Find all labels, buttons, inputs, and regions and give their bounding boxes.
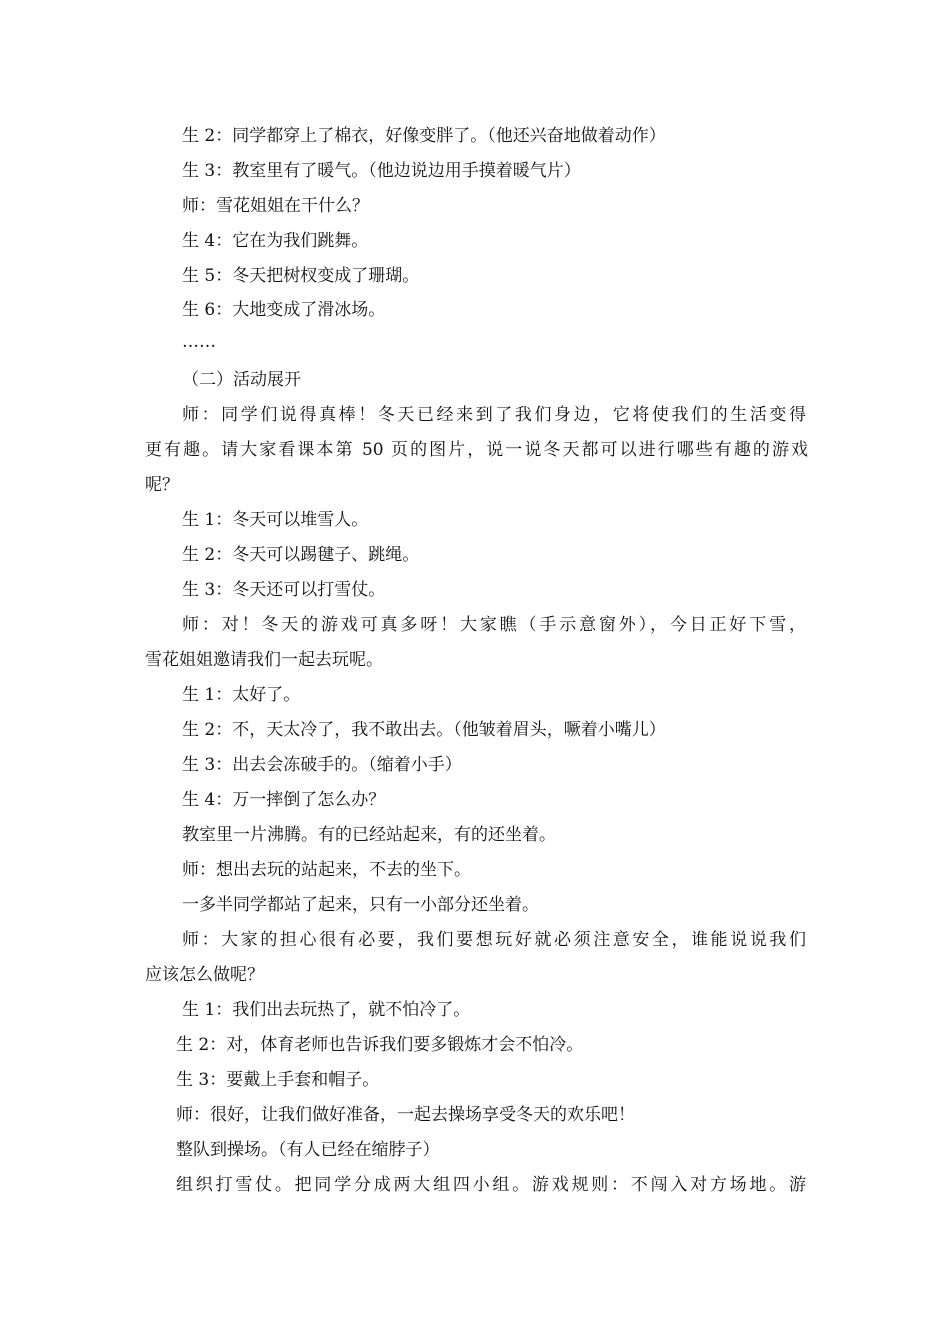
text-line: 教室里一片沸腾。有的已经站起来，有的还坐着。 — [182, 825, 556, 845]
text-line: 生 4：万一摔倒了怎么办？ — [182, 790, 386, 810]
text-line: 生 2：冬天可以踢毽子、跳绳。 — [182, 545, 420, 565]
text-line: 整队到操场。（有人已经在缩脖子） — [176, 1140, 440, 1160]
text-line: 一多半同学都站了起来，只有一小部分还坐着。 — [182, 895, 539, 915]
text-line: 呢？ — [145, 475, 179, 495]
text-line: 师：对！冬天的游戏可真多呀！大家瞧（手示意窗外），今日正好下雪， — [182, 615, 806, 635]
text-line: 生 2：对，体育老师也告诉我们要多锻炼才会不怕冷。 — [176, 1035, 584, 1055]
text-line: 师：想出去玩的站起来，不去的坐下。 — [182, 860, 471, 880]
text-line: 生 3：教室里有了暖气。（他边说边用手摸着暖气片） — [182, 161, 581, 181]
text-line: 生 1：冬天可以堆雪人。 — [182, 510, 369, 530]
text-line: 生 3：要戴上手套和帽子。 — [176, 1070, 380, 1090]
text-line: 组织打雪仗。把同学分成两大组四小组。游戏规则：不闯入对方场地。游 — [176, 1175, 806, 1195]
text-line: 生 5：冬天把树杈变成了珊瑚。 — [182, 266, 420, 286]
text-line: 生 2：不，天太冷了，我不敢出去。（他皱着眉头，噘着小嘴儿） — [182, 720, 666, 740]
text-line: 师：很好，让我们做好准备，一起去操场享受冬天的欢乐吧！ — [176, 1105, 635, 1125]
text-line: 师：同学们说得真棒！冬天已经来到了我们身边，它将使我们的生活变得 — [182, 405, 806, 425]
text-line: 雪花姐姐邀请我们一起去玩呢。 — [145, 650, 383, 670]
text-line: 应该怎么做呢？ — [145, 965, 264, 985]
text-line: 生 1：我们出去玩热了，就不怕冷了。 — [182, 1000, 471, 1020]
text-line: 生 1：太好了。 — [182, 685, 301, 705]
text-line: 生 6：大地变成了滑冰场。 — [182, 300, 386, 320]
text-line: 师：大家的担心很有必要，我们要想玩好就必须注意安全，谁能说说我们 — [182, 930, 806, 950]
text-line: 生 2：同学都穿上了棉衣，好像变胖了。（他还兴奋地做着动作） — [182, 126, 666, 146]
text-line: 更有趣。请大家看课本第 50 页的图片，说一说冬天都可以进行哪些有趣的游戏 — [145, 440, 808, 460]
ellipsis: …… — [182, 332, 216, 352]
text-line: 生 3：出去会冻破手的。（缩着小手） — [182, 755, 462, 775]
text-line: 生 4：它在为我们跳舞。 — [182, 231, 369, 251]
text-line: 生 3：冬天还可以打雪仗。 — [182, 580, 386, 600]
text-line: 师：雪花姐姐在干什么？ — [182, 196, 369, 216]
section-heading: （二）活动展开 — [182, 370, 301, 390]
